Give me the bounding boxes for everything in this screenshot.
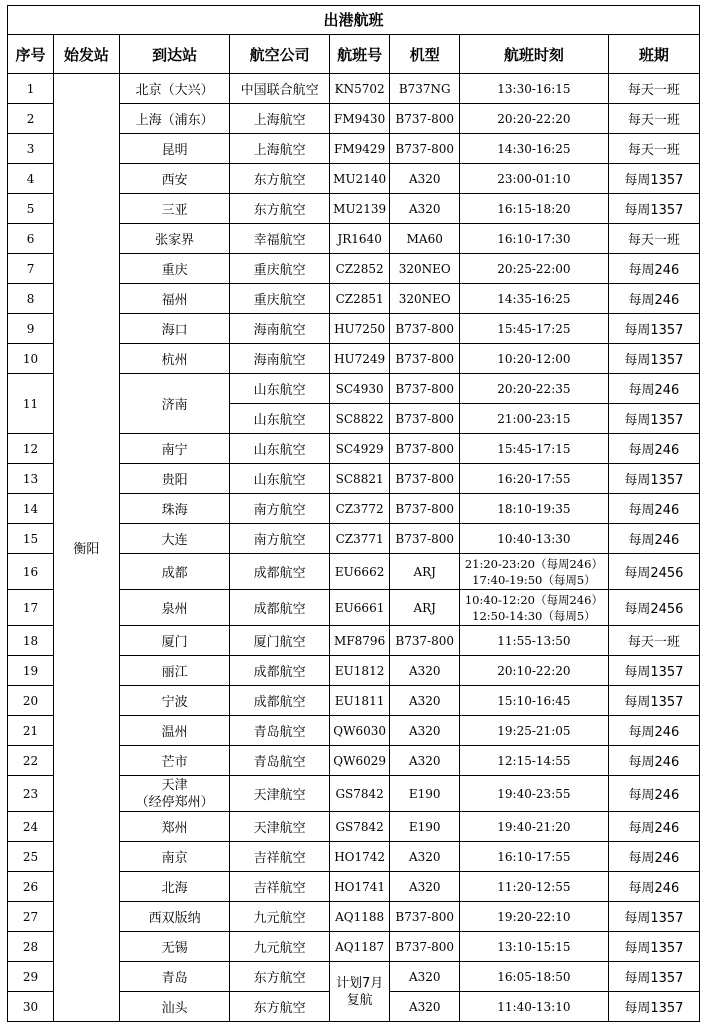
destination: 三亚 xyxy=(119,194,230,224)
aircraft-type: B737-800 xyxy=(390,626,460,656)
airline: 海南航空 xyxy=(230,314,329,344)
table-body xyxy=(8,74,700,1022)
destination: 济南 xyxy=(119,374,230,434)
aircraft-type: B737-800 xyxy=(390,134,460,164)
flight-time: 13:30-16:15 xyxy=(460,74,609,104)
flight-time: 10:20-12:00 xyxy=(460,344,609,374)
flight-time: 23:00-01:10 xyxy=(460,164,609,194)
row-number: 2 xyxy=(8,104,54,134)
airline: 成都航空 xyxy=(230,686,329,716)
destination: 福州 xyxy=(119,284,230,314)
resume-note-line: 计划7月 xyxy=(335,975,384,991)
flight-time: 20:10-22:20 xyxy=(460,656,609,686)
flight-time: 19:25-21:05 xyxy=(460,716,609,746)
airline: 山东航空 xyxy=(230,434,329,464)
airline: 南方航空 xyxy=(230,494,329,524)
airline: 东方航空 xyxy=(230,992,329,1022)
airline: 重庆航空 xyxy=(230,284,329,314)
airline: 南方航空 xyxy=(230,524,329,554)
flight-time: 12:15-14:55 xyxy=(460,746,609,776)
aircraft-type: A320 xyxy=(390,842,460,872)
header-row xyxy=(8,35,700,74)
row-number: 6 xyxy=(8,224,54,254)
row-number: 22 xyxy=(8,746,54,776)
header-time: 航班时刻 xyxy=(460,35,609,74)
flight-schedule-sheet xyxy=(7,5,700,1022)
aircraft-type: B737-800 xyxy=(390,902,460,932)
schedule: 每周2456 xyxy=(608,590,699,626)
schedule: 每周1357 xyxy=(608,314,699,344)
destination: 宁波 xyxy=(119,686,230,716)
aircraft-type: 320NEO xyxy=(390,284,460,314)
schedule: 每周246 xyxy=(608,524,699,554)
flight-time: 20:20-22:20 xyxy=(460,104,609,134)
aircraft-type: B737-800 xyxy=(390,404,460,434)
row-number: 17 xyxy=(8,590,54,626)
flight-number: HU7250 xyxy=(329,314,389,344)
aircraft-type: E190 xyxy=(390,776,460,812)
airline: 成都航空 xyxy=(230,590,329,626)
table-title: 出港航班 xyxy=(7,5,700,34)
flight-number: CZ2852 xyxy=(329,254,389,284)
destination: 青岛 xyxy=(119,962,230,992)
flight-number: GS7842 xyxy=(329,776,389,812)
airline: 九元航空 xyxy=(230,902,329,932)
flight-number: SC4929 xyxy=(329,434,389,464)
schedule: 每周1357 xyxy=(608,932,699,962)
flight-number: HO1742 xyxy=(329,842,389,872)
schedule: 每周246 xyxy=(608,872,699,902)
destination: 杭州 xyxy=(119,344,230,374)
row-number: 15 xyxy=(8,524,54,554)
flight-number: EU1812 xyxy=(329,656,389,686)
flight-number: SC8822 xyxy=(329,404,389,434)
flight-number: GS7842 xyxy=(329,812,389,842)
row-number: 10 xyxy=(8,344,54,374)
aircraft-type: E190 xyxy=(390,812,460,842)
destination xyxy=(119,776,230,812)
destination: 贵阳 xyxy=(119,464,230,494)
schedule: 每周246 xyxy=(608,434,699,464)
schedule: 每周2456 xyxy=(608,554,699,590)
schedule: 每周246 xyxy=(608,812,699,842)
airline: 中国联合航空 xyxy=(230,74,329,104)
flight-number: EU1811 xyxy=(329,686,389,716)
flight-time: 15:45-17:15 xyxy=(460,434,609,464)
destination: 郑州 xyxy=(119,812,230,842)
destination: 南京 xyxy=(119,842,230,872)
flight-time: 15:10-16:45 xyxy=(460,686,609,716)
destination-line: 天津 xyxy=(161,777,188,793)
row-number: 20 xyxy=(8,686,54,716)
destination: 汕头 xyxy=(119,992,230,1022)
row-number: 13 xyxy=(8,464,54,494)
schedule: 每天一班 xyxy=(608,626,699,656)
airline: 青岛航空 xyxy=(230,746,329,776)
flight-number: MU2139 xyxy=(329,194,389,224)
aircraft-type: 320NEO xyxy=(390,254,460,284)
flight-time: 11:55-13:50 xyxy=(460,626,609,656)
aircraft-type: B737-800 xyxy=(390,494,460,524)
row-number: 25 xyxy=(8,842,54,872)
schedule: 每周246 xyxy=(608,374,699,404)
schedule: 每周1357 xyxy=(608,992,699,1022)
destination: 无锡 xyxy=(119,932,230,962)
destination: 芒市 xyxy=(119,746,230,776)
schedule: 每周246 xyxy=(608,776,699,812)
row-number: 4 xyxy=(8,164,54,194)
row-number: 23 xyxy=(8,776,54,812)
aircraft-type: B737-800 xyxy=(390,104,460,134)
row-number: 21 xyxy=(8,716,54,746)
airline: 山东航空 xyxy=(230,464,329,494)
destination: 厦门 xyxy=(119,626,230,656)
destination: 西双版纳 xyxy=(119,902,230,932)
airline: 成都航空 xyxy=(230,656,329,686)
destination: 成都 xyxy=(119,554,230,590)
schedule: 每周246 xyxy=(608,842,699,872)
row-number: 30 xyxy=(8,992,54,1022)
flight-time: 11:20-12:55 xyxy=(460,872,609,902)
flight-time: 11:40-13:10 xyxy=(460,992,609,1022)
schedule: 每周1357 xyxy=(608,404,699,434)
aircraft-type: B737-800 xyxy=(390,374,460,404)
schedule: 每周246 xyxy=(608,284,699,314)
schedule: 每周246 xyxy=(608,494,699,524)
header-destination: 到达站 xyxy=(119,35,230,74)
aircraft-type: B737-800 xyxy=(390,314,460,344)
header-origin: 始发站 xyxy=(54,35,120,74)
row-number: 7 xyxy=(8,254,54,284)
destination: 泉州 xyxy=(119,590,230,626)
destination: 重庆 xyxy=(119,254,230,284)
flight-time: 14:35-16:25 xyxy=(460,284,609,314)
aircraft-type: A320 xyxy=(390,962,460,992)
row-number: 16 xyxy=(8,554,54,590)
flight-time: 16:15-18:20 xyxy=(460,194,609,224)
airline: 海南航空 xyxy=(230,344,329,374)
aircraft-type: ARJ xyxy=(390,554,460,590)
aircraft-type: MA60 xyxy=(390,224,460,254)
header-schedule: 班期 xyxy=(608,35,699,74)
flight-number: MF8796 xyxy=(329,626,389,656)
row-number: 27 xyxy=(8,902,54,932)
flight-number: AQ1187 xyxy=(329,932,389,962)
resume-note xyxy=(329,962,389,1022)
aircraft-type: A320 xyxy=(390,872,460,902)
flight-number: HU7249 xyxy=(329,344,389,374)
airline: 九元航空 xyxy=(230,932,329,962)
airline: 东方航空 xyxy=(230,164,329,194)
departures-table xyxy=(7,34,700,1022)
aircraft-type: A320 xyxy=(390,992,460,1022)
resume-note-line: 复航 xyxy=(346,992,373,1008)
aircraft-type: A320 xyxy=(390,716,460,746)
airline: 上海航空 xyxy=(230,134,329,164)
destination: 大连 xyxy=(119,524,230,554)
flight-time: 10:40-13:30 xyxy=(460,524,609,554)
row-number: 14 xyxy=(8,494,54,524)
header-flight-no: 航班号 xyxy=(329,35,389,74)
airline: 吉祥航空 xyxy=(230,872,329,902)
row-number: 9 xyxy=(8,314,54,344)
header-aircraft: 机型 xyxy=(390,35,460,74)
destination: 温州 xyxy=(119,716,230,746)
aircraft-type: B737-800 xyxy=(390,344,460,374)
aircraft-type: B737-800 xyxy=(390,434,460,464)
flight-time: 19:40-23:55 xyxy=(460,776,609,812)
row-number: 1 xyxy=(8,74,54,104)
header-no: 序号 xyxy=(8,35,54,74)
schedule: 每天一班 xyxy=(608,74,699,104)
flight-number: CZ2851 xyxy=(329,284,389,314)
flight-number: EU6662 xyxy=(329,554,389,590)
flight-number: SC8821 xyxy=(329,464,389,494)
destination: 昆明 xyxy=(119,134,230,164)
flight-time xyxy=(460,590,609,626)
table-row xyxy=(8,74,700,104)
aircraft-type: B737-800 xyxy=(390,524,460,554)
flight-time: 16:10-17:55 xyxy=(460,842,609,872)
aircraft-type: A320 xyxy=(390,746,460,776)
aircraft-type: B737-800 xyxy=(390,464,460,494)
flight-time: 16:20-17:55 xyxy=(460,464,609,494)
row-number: 3 xyxy=(8,134,54,164)
schedule: 每周1357 xyxy=(608,902,699,932)
row-number: 29 xyxy=(8,962,54,992)
flight-number: QW6029 xyxy=(329,746,389,776)
origin-station: 衡阳 xyxy=(54,74,120,1022)
row-number: 8 xyxy=(8,284,54,314)
airline: 山东航空 xyxy=(230,374,329,404)
flight-time-line: 12:50-14:30（每周5） xyxy=(472,608,596,623)
schedule: 每周246 xyxy=(608,746,699,776)
flight-number: QW6030 xyxy=(329,716,389,746)
flight-time-line: 10:40-12:20（每周246） xyxy=(464,592,603,607)
schedule: 每周246 xyxy=(608,254,699,284)
destination: 北海 xyxy=(119,872,230,902)
flight-number: MU2140 xyxy=(329,164,389,194)
aircraft-type: A320 xyxy=(390,164,460,194)
flight-number: FM9429 xyxy=(329,134,389,164)
flight-time: 16:05-18:50 xyxy=(460,962,609,992)
aircraft-type: A320 xyxy=(390,194,460,224)
airline: 上海航空 xyxy=(230,104,329,134)
aircraft-type: B737-800 xyxy=(390,932,460,962)
flight-number: JR1640 xyxy=(329,224,389,254)
schedule: 每周1357 xyxy=(608,686,699,716)
aircraft-type: B737NG xyxy=(390,74,460,104)
destination: 珠海 xyxy=(119,494,230,524)
destination: 北京（大兴） xyxy=(119,74,230,104)
schedule: 每周1357 xyxy=(608,464,699,494)
flight-number: CZ3772 xyxy=(329,494,389,524)
header-airline: 航空公司 xyxy=(230,35,329,74)
destination: 海口 xyxy=(119,314,230,344)
flight-number: EU6661 xyxy=(329,590,389,626)
row-number: 24 xyxy=(8,812,54,842)
flight-time xyxy=(460,554,609,590)
destination: 南宁 xyxy=(119,434,230,464)
airline: 吉祥航空 xyxy=(230,842,329,872)
destination: 张家界 xyxy=(119,224,230,254)
airline: 东方航空 xyxy=(230,962,329,992)
schedule: 每天一班 xyxy=(608,224,699,254)
destination: 西安 xyxy=(119,164,230,194)
destination-line: （经停郑州） xyxy=(135,794,214,810)
flight-time: 19:40-21:20 xyxy=(460,812,609,842)
airline: 山东航空 xyxy=(230,404,329,434)
schedule: 每周1357 xyxy=(608,344,699,374)
aircraft-type: A320 xyxy=(390,686,460,716)
airline: 成都航空 xyxy=(230,554,329,590)
row-number: 5 xyxy=(8,194,54,224)
flight-time: 14:30-16:25 xyxy=(460,134,609,164)
flight-time: 20:20-22:35 xyxy=(460,374,609,404)
destination: 丽江 xyxy=(119,656,230,686)
schedule: 每周1357 xyxy=(608,194,699,224)
flight-time: 16:10-17:30 xyxy=(460,224,609,254)
airline: 东方航空 xyxy=(230,194,329,224)
airline: 青岛航空 xyxy=(230,716,329,746)
schedule: 每天一班 xyxy=(608,134,699,164)
row-number: 12 xyxy=(8,434,54,464)
aircraft-type: ARJ xyxy=(390,590,460,626)
schedule: 每周246 xyxy=(608,716,699,746)
airline: 重庆航空 xyxy=(230,254,329,284)
flight-number: AQ1188 xyxy=(329,902,389,932)
flight-number: SC4930 xyxy=(329,374,389,404)
flight-time: 20:25-22:00 xyxy=(460,254,609,284)
flight-time: 19:20-22:10 xyxy=(460,902,609,932)
airline: 天津航空 xyxy=(230,812,329,842)
airline: 幸福航空 xyxy=(230,224,329,254)
row-number: 18 xyxy=(8,626,54,656)
flight-time-line: 17:40-19:50（每周5） xyxy=(472,572,596,587)
flight-number: KN5702 xyxy=(329,74,389,104)
flight-time: 13:10-15:15 xyxy=(460,932,609,962)
schedule: 每周1357 xyxy=(608,164,699,194)
flight-time: 21:00-23:15 xyxy=(460,404,609,434)
airline: 厦门航空 xyxy=(230,626,329,656)
schedule: 每周1357 xyxy=(608,962,699,992)
schedule: 每天一班 xyxy=(608,104,699,134)
flight-time: 15:45-17:25 xyxy=(460,314,609,344)
schedule: 每周1357 xyxy=(608,656,699,686)
aircraft-type: A320 xyxy=(390,656,460,686)
row-number: 11 xyxy=(8,374,54,434)
row-number: 26 xyxy=(8,872,54,902)
flight-time: 18:10-19:35 xyxy=(460,494,609,524)
row-number: 19 xyxy=(8,656,54,686)
flight-number: FM9430 xyxy=(329,104,389,134)
row-number: 28 xyxy=(8,932,54,962)
airline: 天津航空 xyxy=(230,776,329,812)
flight-time-line: 21:20-23:20（每周246） xyxy=(464,556,603,571)
destination: 上海（浦东） xyxy=(119,104,230,134)
flight-number: HO1741 xyxy=(329,872,389,902)
flight-number: CZ3771 xyxy=(329,524,389,554)
